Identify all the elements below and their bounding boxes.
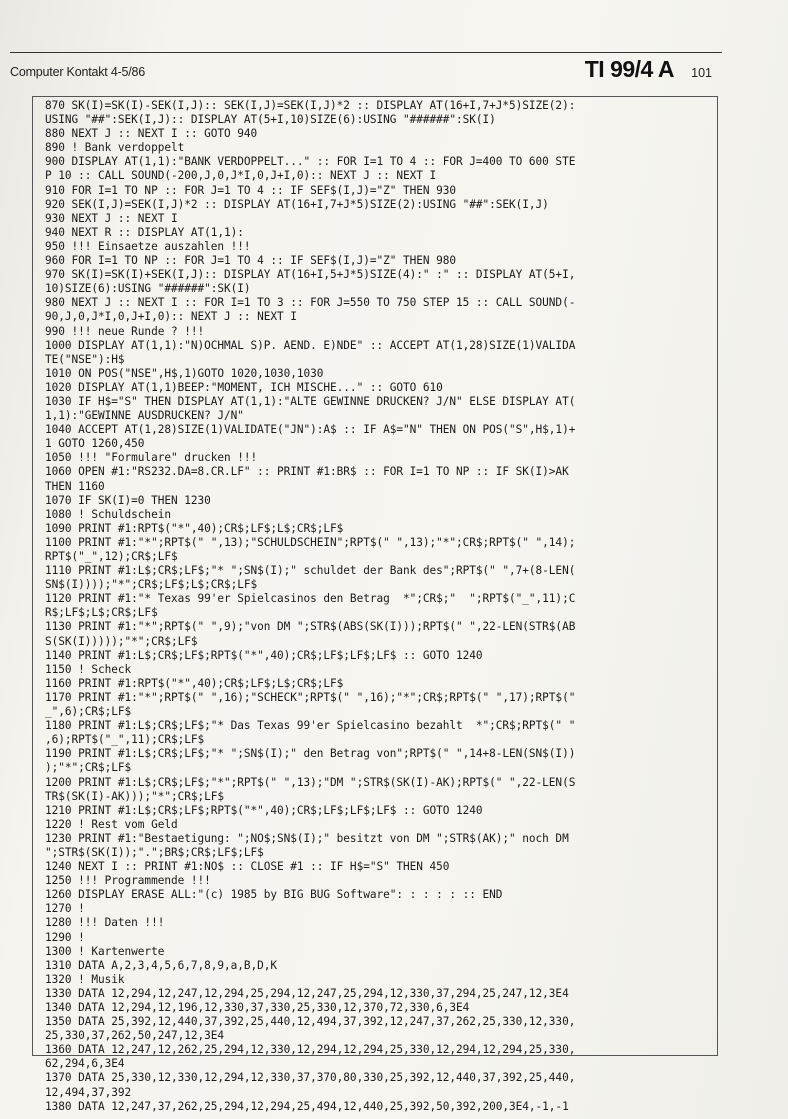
page-number: 101 <box>691 66 712 80</box>
code-line: 970 SK(I)=SK(I)+SEK(I,J):: DISPLAY AT(16+I,5+J*5)SIZE(4):" :" :: DISPLAY AT(5+I, <box>45 268 576 282</box>
code-line: 1350 DATA 25,392,12,440,37,392,25,440,12,494,37,392,12,247,37,262,25,330,12,330, <box>45 1015 576 1029</box>
code-line: 1380 DATA 12,247,37,262,25,294,12,294,25,494,12,440,25,392,50,392,200,3E4,-1,-1 <box>45 1099 569 1113</box>
code-line: 940 NEXT R :: DISPLAY AT(1,1): <box>45 225 244 239</box>
code-line: ";STR$(SK(I));".";BR$;CR$;LF$;LF$ <box>45 845 264 859</box>
code-line: 1280 !!! Daten !!! <box>45 916 165 930</box>
code-line: 1260 DISPLAY ERASE ALL:"(c) 1985 by BIG BUG Software": : : : : :: END <box>45 888 503 902</box>
code-line: 1140 PRINT #1:L$;CR$;LF$;RPT$("*",40);CR$;LF$;LF$;LF$ :: GOTO 1240 <box>45 648 483 662</box>
code-line: 1200 PRINT #1:L$;CR$;LF$;"*";RPT$(" ",13);"DM ";STR$(SK(I)-AK);RPT$(" ",22-LEN(S <box>45 775 576 789</box>
code-line: 1 GOTO 1260,450 <box>45 437 145 451</box>
code-line: 980 NEXT J :: NEXT I :: FOR I=1 TO 3 :: FOR J=550 TO 750 STEP 15 :: CALL SOUND(- <box>45 296 576 310</box>
code-line: ,6);RPT$("_",11);CR$;LF$ <box>45 733 205 747</box>
code-line: 900 DISPLAY AT(1,1):"BANK VERDOPPELT..." :: FOR I=1 TO 4 :: FOR J=400 TO 600 STE <box>45 155 576 169</box>
code-line: 1040 ACCEPT AT(1,28)SIZE(1)VALIDATE("JN"):A$ :: IF A$="N" THEN ON POS("S",H$,1)+ <box>45 423 576 437</box>
code-line: 1370 DATA 25,330,12,330,12,294,12,330,37,370,80,330,25,392,12,440,37,392,25,440, <box>45 1071 576 1085</box>
code-line: 1300 ! Kartenwerte <box>45 944 165 958</box>
code-line: 1240 NEXT I :: PRINT #1:NO$ :: CLOSE #1 :: IF H$="S" THEN 450 <box>45 860 450 874</box>
code-line: 920 SEK(I,J)=SEK(I,J)*2 :: DISPLAY AT(16+I,7+J*5)SIZE(2):USING "##":SEK(I,J) <box>45 197 549 211</box>
code-line: 10)SIZE(6):USING "######":SK(I) <box>45 282 251 296</box>
code-line: 12,494,37,392 <box>45 1085 132 1099</box>
code-line: 950 !!! Einsaetze auszahlen !!! <box>45 239 251 253</box>
code-line: 1290 ! <box>45 930 85 944</box>
code-line: 1250 !!! Programmende !!! <box>45 874 211 888</box>
page-header <box>10 52 722 85</box>
code-line: 1000 DISPLAY AT(1,1):"N)OCHMAL S)P. AEND. E)NDE" :: ACCEPT AT(1,28)SIZE(1)VALIDA <box>45 338 576 352</box>
system-title: TI 99/4 A <box>584 56 674 82</box>
code-line: 1230 PRINT #1:"Bestaetigung: ";NO$;SN$(I);" besitzt von DM ";STR$(AK);" noch DM <box>45 831 569 845</box>
code-line: 890 ! Bank verdoppelt <box>45 141 185 155</box>
code-line: 1330 DATA 12,294,12,247,12,294,25,294,12,247,25,294,12,330,37,294,25,247,12,3E4 <box>45 986 569 1000</box>
code-line: 1160 PRINT #1:RPT$("*",40);CR$;LF$;L$;CR$;LF$ <box>45 676 344 690</box>
code-line: 1080 ! Schuldschein <box>45 507 171 521</box>
code-line: P 10 :: CALL SOUND(-200,J,0,J*I,0,J+I,0):: NEXT J :: NEXT I <box>45 169 437 183</box>
code-line: 1110 PRINT #1:L$;CR$;LF$;"* ";SN$(I);" schuldet der Bank des";RPT$(" ",7+(8-LEN( <box>45 564 576 578</box>
code-line: 1120 PRINT #1:"* Texas 99'er Spielcasinos den Betrag *";CR$;" ";RPT$("_",11);C <box>45 592 576 606</box>
code-line: 1130 PRINT #1:"*";RPT$(" ",9);"von DM ";STR$(ABS(SK(I)));RPT$(" ",22-LEN(STR$(AB <box>45 620 576 634</box>
code-line: 1340 DATA 12,294,12,196,12,330,37,330,25,330,12,370,72,330,6,3E4 <box>45 1001 470 1014</box>
program-listing-box <box>32 96 718 1113</box>
code-line: );"*";CR$;LF$ <box>45 761 132 775</box>
code-line: 1320 ! Musik <box>45 972 125 986</box>
code-line: 25,330,37,262,50,247,12,3E4 <box>45 1029 224 1043</box>
code-line: RPT$("_",12);CR$;LF$ <box>45 550 178 563</box>
code-line: 990 !!! neue Runde ? !!! <box>45 324 205 338</box>
code-line: USING "##":SEK(I,J):: DISPLAY AT(5+I,10)SIZE(6):USING "######":SK(I) <box>45 113 496 127</box>
code-line: 960 FOR I=1 TO NP :: FOR J=1 TO 4 :: IF SEF$(I,J)="Z" THEN 980 <box>45 254 456 268</box>
code-line: 1100 PRINT #1:"*";RPT$(" ",13);"SCHULDSCHEIN";RPT$(" ",13);"*";CR$;RPT$(" ",14); <box>45 535 576 549</box>
code-line: _",6);CR$;LF$ <box>45 705 132 719</box>
code-line: 1,1):"GEWINNE AUSDRUCKEN? J/N" <box>45 409 244 423</box>
code-line: 1220 ! Rest vom Geld <box>45 817 178 831</box>
magazine-issue-label: Computer Kontakt 4-5/86 <box>10 65 146 79</box>
code-line: 880 NEXT J :: NEXT I :: GOTO 940 <box>45 127 258 141</box>
code-line: 1150 ! Scheck <box>45 662 132 676</box>
program-listing <box>45 99 715 1114</box>
code-line: 1070 IF SK(I)=0 THEN 1230 <box>45 493 211 507</box>
code-line: S(SK(I)))));"*";CR$;LF$ <box>45 634 198 648</box>
code-line: 1020 DISPLAY AT(1,1)BEEP:"MOMENT, ICH MISCHE..." :: GOTO 610 <box>45 380 443 394</box>
code-line: 1090 PRINT #1:RPT$("*",40);CR$;LF$;L$;CR$;LF$ <box>45 521 344 535</box>
code-line: 1050 !!! "Formulare" drucken !!! <box>45 451 258 465</box>
code-line: THEN 1160 <box>45 479 105 493</box>
code-line: 1210 PRINT #1:L$;CR$;LF$;RPT$("*",40);CR$;LF$;LF$;LF$ :: GOTO 1240 <box>45 803 483 817</box>
code-line: 910 FOR I=1 TO NP :: FOR J=1 TO 4 :: IF SEF$(I,J)="Z" THEN 930 <box>45 183 456 197</box>
code-line: 1180 PRINT #1:L$;CR$;LF$;"* Das Texas 99'er Spielcasino bezahlt *";CR$;RPT$(" " <box>45 719 576 733</box>
code-line: 1190 PRINT #1:L$;CR$;LF$;"* ";SN$(I);" den Betrag von";RPT$(" ",14+8-LEN(SN$(I)) <box>45 747 576 761</box>
code-line: 1310 DATA A,2,3,4,5,6,7,8,9,a,B,D,K <box>45 958 278 972</box>
code-line: TR$(SK(I)-AK)));"*";CR$;LF$ <box>45 789 224 803</box>
code-line: 1170 PRINT #1:"*";RPT$(" ",16);"SCHECK";RPT$(" ",16);"*";CR$;RPT$(" ",17);RPT$(" <box>45 690 576 704</box>
code-line: 1030 IF H$="S" THEN DISPLAY AT(1,1):"ALTE GEWINNE DRUCKEN? J/N" ELSE DISPLAY AT( <box>45 394 576 408</box>
code-line: 1270 ! <box>45 902 85 916</box>
code-line: 930 NEXT J :: NEXT I <box>45 211 178 225</box>
code-line: 1010 ON POS("NSE",H$,1)GOTO 1020,1030,1030 <box>45 366 324 380</box>
code-line: 1060 OPEN #1:"RS232.DA=8.CR.LF" :: PRINT #1:BR$ :: FOR I=1 TO NP :: IF SK(I)>AK <box>45 465 569 479</box>
code-line: 62,294,6,3E4 <box>45 1057 125 1071</box>
code-line: R$;LF$;L$;CR$;LF$ <box>45 606 158 620</box>
code-line: TE("NSE"):H$ <box>45 352 125 366</box>
code-line: 1360 DATA 12,247,12,262,25,294,12,330,12,294,12,294,25,330,12,294,12,294,25,330, <box>45 1043 576 1057</box>
code-line: SN$(I))));"*";CR$;LF$;L$;CR$;LF$ <box>45 578 258 592</box>
code-line: 870 SK(I)=SK(I)-SEK(I,J):: SEK(I,J)=SEK(I,J)*2 :: DISPLAY AT(16+I,7+J*5)SIZE(2): <box>45 99 576 112</box>
code-line: 90,J,0,J*I,0,J+I,0):: NEXT J :: NEXT I <box>45 310 297 324</box>
